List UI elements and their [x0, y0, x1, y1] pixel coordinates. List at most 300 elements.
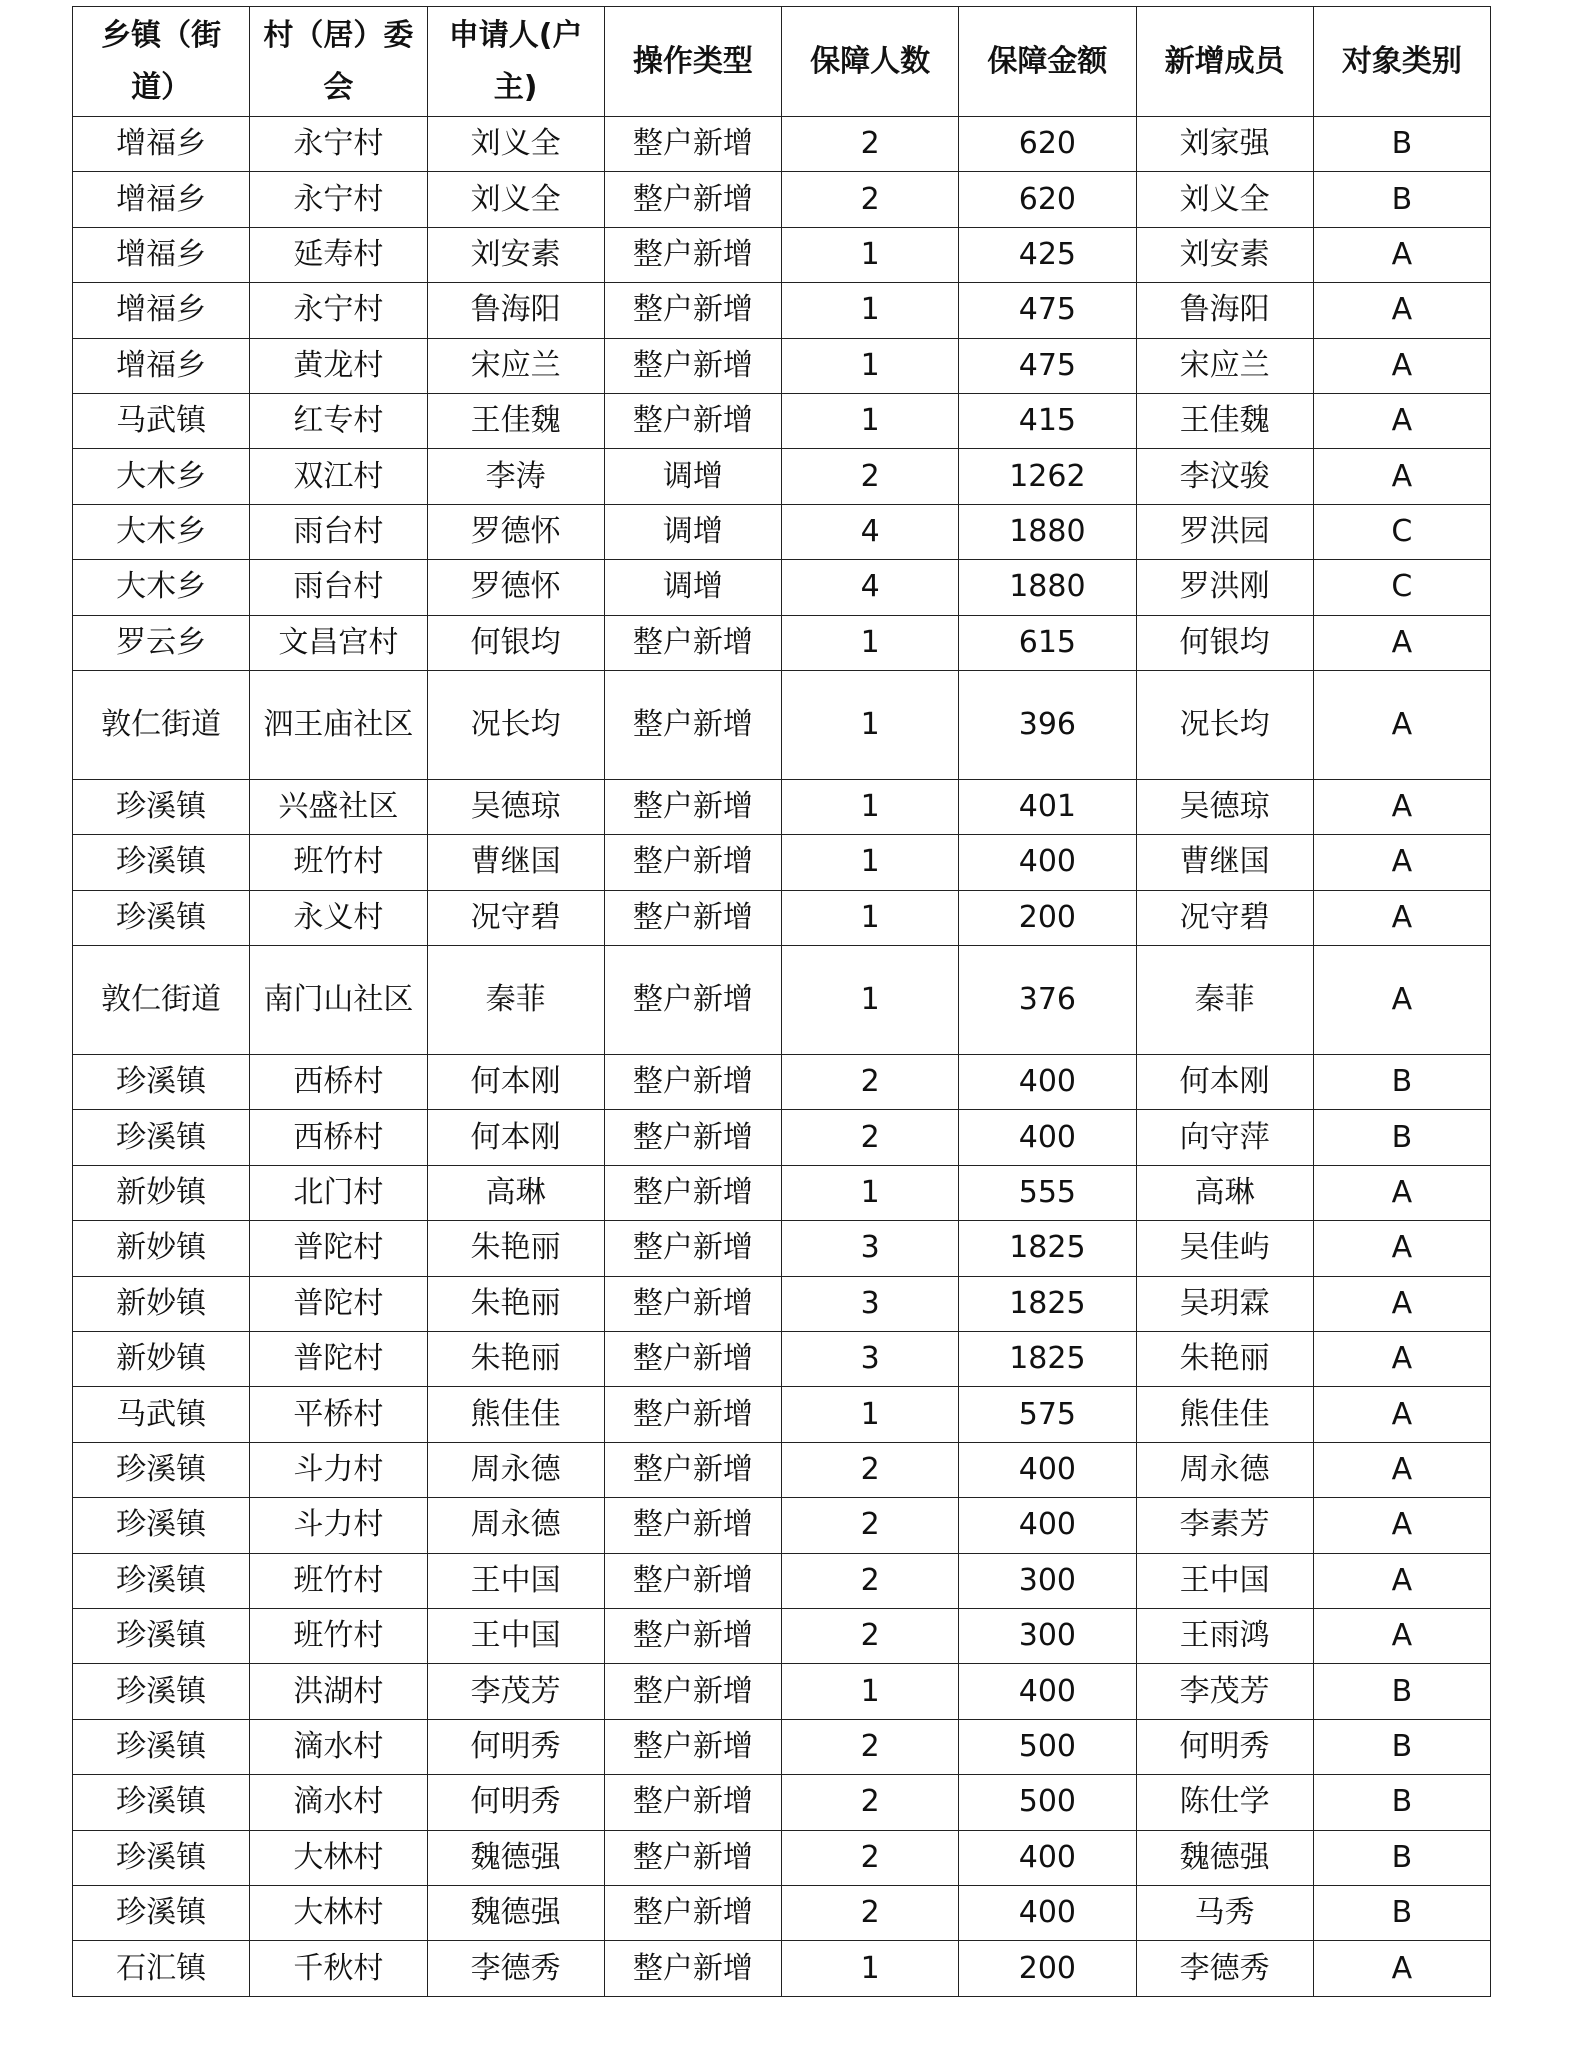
column-category-cell: A	[1313, 890, 1490, 945]
column-operation-cell: 整户新增	[604, 1664, 781, 1719]
table-row	[73, 1276, 1491, 1331]
table-row	[73, 1332, 1491, 1387]
column-persons-cell: 2	[782, 1830, 959, 1885]
column-applicant-cell: 魏德强	[427, 1830, 604, 1885]
column-village-cell: 普陀村	[250, 1276, 427, 1331]
column-category-cell: A	[1313, 1498, 1490, 1553]
column-amount-cell: 500	[959, 1719, 1136, 1774]
column-category-cell: A	[1313, 946, 1490, 1055]
column-new-member-cell: 曹继国	[1136, 835, 1313, 890]
column-persons-cell: 4	[782, 560, 959, 615]
column-applicant-cell: 李德秀	[427, 1941, 604, 1996]
column-operation-cell: 整户新增	[604, 1332, 781, 1387]
column-new-member-cell: 周永德	[1136, 1442, 1313, 1497]
column-persons-cell: 1	[782, 890, 959, 945]
column-village-cell: 雨台村	[250, 504, 427, 559]
column-amount-cell: 1880	[959, 560, 1136, 615]
column-operation-cell: 整户新增	[604, 1608, 781, 1663]
column-village-cell: 班竹村	[250, 1608, 427, 1663]
column-township-cell: 增福乡	[73, 117, 250, 172]
column-amount-cell: 620	[959, 172, 1136, 227]
table-row	[73, 1498, 1491, 1553]
column-category-cell: A	[1313, 283, 1490, 338]
column-village-cell: 雨台村	[250, 560, 427, 615]
column-new-member-cell: 马秀	[1136, 1885, 1313, 1940]
table-row	[73, 283, 1491, 338]
column-operation-header: 操作类型	[604, 7, 781, 117]
table-row	[73, 1221, 1491, 1276]
column-applicant-cell: 王中国	[427, 1553, 604, 1608]
column-persons-cell: 1	[782, 835, 959, 890]
column-persons-cell: 2	[782, 1775, 959, 1830]
column-persons-cell: 1	[782, 1165, 959, 1220]
table-row	[73, 1553, 1491, 1608]
table-row	[73, 1941, 1491, 1996]
column-new-member-cell: 魏德强	[1136, 1830, 1313, 1885]
column-applicant-cell: 李涛	[427, 449, 604, 504]
table-row	[73, 1608, 1491, 1663]
column-township-cell: 新妙镇	[73, 1332, 250, 1387]
column-category-cell: B	[1313, 1664, 1490, 1719]
column-village-cell: 斗力村	[250, 1442, 427, 1497]
table-row	[73, 1719, 1491, 1774]
column-persons-cell: 1	[782, 615, 959, 670]
column-persons-cell: 2	[782, 1498, 959, 1553]
column-category-cell: B	[1313, 1110, 1490, 1165]
column-category-cell: A	[1313, 1608, 1490, 1663]
column-village-cell: 红专村	[250, 393, 427, 448]
table-row	[73, 117, 1491, 172]
column-township-cell: 罗云乡	[73, 615, 250, 670]
column-township-cell: 马武镇	[73, 393, 250, 448]
column-township-cell: 珍溪镇	[73, 835, 250, 890]
column-persons-cell: 4	[782, 504, 959, 559]
column-new-member-cell: 李素芳	[1136, 1498, 1313, 1553]
column-operation-cell: 整户新增	[604, 1498, 781, 1553]
column-operation-cell: 调增	[604, 449, 781, 504]
column-category-cell: B	[1313, 172, 1490, 227]
column-amount-cell: 400	[959, 1055, 1136, 1110]
table-row	[73, 1387, 1491, 1442]
table-row	[73, 227, 1491, 282]
column-operation-cell: 整户新增	[604, 890, 781, 945]
column-operation-cell: 整户新增	[604, 1276, 781, 1331]
column-operation-cell: 整户新增	[604, 615, 781, 670]
column-village-cell: 永义村	[250, 890, 427, 945]
column-township-cell: 珍溪镇	[73, 1110, 250, 1165]
column-category-cell: A	[1313, 1165, 1490, 1220]
column-persons-cell: 2	[782, 117, 959, 172]
column-new-member-cell: 高琳	[1136, 1165, 1313, 1220]
column-operation-cell: 整户新增	[604, 1553, 781, 1608]
column-village-header: 村（居）委会	[250, 7, 427, 117]
column-operation-cell: 整户新增	[604, 1055, 781, 1110]
column-amount-cell: 300	[959, 1553, 1136, 1608]
column-new-member-cell: 李德秀	[1136, 1941, 1313, 1996]
table-row	[73, 560, 1491, 615]
column-category-cell: A	[1313, 835, 1490, 890]
column-persons-cell: 2	[782, 1553, 959, 1608]
column-amount-cell: 475	[959, 338, 1136, 393]
column-operation-cell: 调增	[604, 504, 781, 559]
column-new-member-cell: 何本刚	[1136, 1055, 1313, 1110]
column-amount-cell: 555	[959, 1165, 1136, 1220]
column-operation-cell: 整户新增	[604, 1775, 781, 1830]
column-amount-cell: 1825	[959, 1221, 1136, 1276]
column-amount-cell: 400	[959, 1830, 1136, 1885]
column-township-cell: 敦仁街道	[73, 946, 250, 1055]
column-category-cell: A	[1313, 779, 1490, 834]
column-village-cell: 西桥村	[250, 1110, 427, 1165]
column-new-member-cell: 罗洪园	[1136, 504, 1313, 559]
column-township-cell: 敦仁街道	[73, 670, 250, 779]
column-village-cell: 滴水村	[250, 1775, 427, 1830]
column-new-member-cell: 熊佳佳	[1136, 1387, 1313, 1442]
column-category-cell: B	[1313, 1719, 1490, 1774]
column-applicant-cell: 朱艳丽	[427, 1221, 604, 1276]
column-amount-cell: 401	[959, 779, 1136, 834]
column-amount-cell: 425	[959, 227, 1136, 282]
column-persons-cell: 1	[782, 227, 959, 282]
column-amount-cell: 1262	[959, 449, 1136, 504]
column-persons-cell: 1	[782, 338, 959, 393]
column-applicant-cell: 曹继国	[427, 835, 604, 890]
column-operation-cell: 整户新增	[604, 1719, 781, 1774]
column-category-cell: A	[1313, 449, 1490, 504]
column-amount-cell: 500	[959, 1775, 1136, 1830]
column-new-member-cell: 李汶骏	[1136, 449, 1313, 504]
column-new-member-cell: 吴玥霖	[1136, 1276, 1313, 1331]
column-category-cell: A	[1313, 227, 1490, 282]
column-category-cell: C	[1313, 560, 1490, 615]
column-applicant-cell: 刘安素	[427, 227, 604, 282]
column-new-member-cell: 吴德琼	[1136, 779, 1313, 834]
column-applicant-cell: 何本刚	[427, 1110, 604, 1165]
table-body	[73, 117, 1491, 1997]
column-new-member-cell: 王佳魏	[1136, 393, 1313, 448]
table-row	[73, 670, 1491, 779]
column-category-cell: B	[1313, 117, 1490, 172]
table-row	[73, 1165, 1491, 1220]
column-operation-cell: 整户新增	[604, 779, 781, 834]
column-village-cell: 大林村	[250, 1830, 427, 1885]
column-township-cell: 石汇镇	[73, 1941, 250, 1996]
column-operation-cell: 整户新增	[604, 670, 781, 779]
column-category-cell: A	[1313, 1442, 1490, 1497]
column-operation-cell: 整户新增	[604, 117, 781, 172]
column-new-member-cell: 何明秀	[1136, 1719, 1313, 1774]
column-village-cell: 北门村	[250, 1165, 427, 1220]
column-applicant-cell: 秦菲	[427, 946, 604, 1055]
column-applicant-cell: 刘义全	[427, 117, 604, 172]
column-persons-cell: 3	[782, 1221, 959, 1276]
column-village-cell: 双江村	[250, 449, 427, 504]
column-applicant-cell: 高琳	[427, 1165, 604, 1220]
column-category-cell: C	[1313, 504, 1490, 559]
table-row	[73, 1775, 1491, 1830]
column-amount-cell: 200	[959, 1941, 1136, 1996]
column-village-cell: 普陀村	[250, 1221, 427, 1276]
security-table	[72, 6, 1491, 1997]
column-persons-cell: 2	[782, 1055, 959, 1110]
column-village-cell: 泗王庙社区	[250, 670, 427, 779]
column-operation-cell: 整户新增	[604, 1885, 781, 1940]
column-operation-cell: 整户新增	[604, 283, 781, 338]
column-persons-cell: 3	[782, 1332, 959, 1387]
column-operation-cell: 整户新增	[604, 1221, 781, 1276]
table-row	[73, 1110, 1491, 1165]
column-persons-cell: 1	[782, 1664, 959, 1719]
column-applicant-cell: 鲁海阳	[427, 283, 604, 338]
column-amount-cell: 400	[959, 835, 1136, 890]
column-operation-cell: 整户新增	[604, 393, 781, 448]
column-applicant-cell: 李茂芳	[427, 1664, 604, 1719]
column-operation-cell: 整户新增	[604, 1830, 781, 1885]
column-category-cell: B	[1313, 1055, 1490, 1110]
column-new-member-cell: 王中国	[1136, 1553, 1313, 1608]
column-amount-cell: 300	[959, 1608, 1136, 1663]
column-village-cell: 班竹村	[250, 835, 427, 890]
column-persons-cell: 2	[782, 1885, 959, 1940]
column-township-cell: 珍溪镇	[73, 1553, 250, 1608]
column-applicant-cell: 吴德琼	[427, 779, 604, 834]
column-category-cell: B	[1313, 1830, 1490, 1885]
column-amount-cell: 400	[959, 1664, 1136, 1719]
column-amount-cell: 475	[959, 283, 1136, 338]
column-amount-cell: 415	[959, 393, 1136, 448]
column-applicant-header: 申请人(户主)	[427, 7, 604, 117]
table-row	[73, 1055, 1491, 1110]
column-township-cell: 增福乡	[73, 227, 250, 282]
column-township-cell: 珍溪镇	[73, 890, 250, 945]
column-township-header: 乡镇（街道）	[73, 7, 250, 117]
table-row	[73, 393, 1491, 448]
column-applicant-cell: 朱艳丽	[427, 1332, 604, 1387]
column-township-cell: 大木乡	[73, 504, 250, 559]
column-operation-cell: 整户新增	[604, 227, 781, 282]
table-row	[73, 1885, 1491, 1940]
column-applicant-cell: 周永德	[427, 1442, 604, 1497]
column-village-cell: 大林村	[250, 1885, 427, 1940]
column-township-cell: 珍溪镇	[73, 1719, 250, 1774]
table-row	[73, 946, 1491, 1055]
column-township-cell: 珍溪镇	[73, 1830, 250, 1885]
column-applicant-cell: 况长均	[427, 670, 604, 779]
column-new-member-header: 新增成员	[1136, 7, 1313, 117]
column-persons-cell: 1	[782, 283, 959, 338]
column-persons-cell: 1	[782, 393, 959, 448]
column-category-header: 对象类别	[1313, 7, 1490, 117]
column-applicant-cell: 况守碧	[427, 890, 604, 945]
column-township-cell: 新妙镇	[73, 1221, 250, 1276]
column-township-cell: 增福乡	[73, 338, 250, 393]
table-row	[73, 1830, 1491, 1885]
column-operation-cell: 整户新增	[604, 1165, 781, 1220]
column-operation-cell: 整户新增	[604, 172, 781, 227]
column-amount-cell: 400	[959, 1442, 1136, 1497]
column-amount-cell: 1825	[959, 1332, 1136, 1387]
column-applicant-cell: 周永德	[427, 1498, 604, 1553]
column-new-member-cell: 秦菲	[1136, 946, 1313, 1055]
column-persons-header: 保障人数	[782, 7, 959, 117]
column-category-cell: A	[1313, 670, 1490, 779]
column-category-cell: A	[1313, 1221, 1490, 1276]
column-applicant-cell: 王中国	[427, 1608, 604, 1663]
table-row	[73, 1664, 1491, 1719]
column-village-cell: 西桥村	[250, 1055, 427, 1110]
table-row	[73, 779, 1491, 834]
column-amount-cell: 1825	[959, 1276, 1136, 1331]
column-persons-cell: 3	[782, 1276, 959, 1331]
column-village-cell: 永宁村	[250, 283, 427, 338]
column-township-cell: 大木乡	[73, 560, 250, 615]
column-category-cell: A	[1313, 1941, 1490, 1996]
column-applicant-cell: 朱艳丽	[427, 1276, 604, 1331]
column-applicant-cell: 何明秀	[427, 1775, 604, 1830]
column-operation-cell: 调增	[604, 560, 781, 615]
column-category-cell: A	[1313, 338, 1490, 393]
column-persons-cell: 2	[782, 1608, 959, 1663]
column-applicant-cell: 宋应兰	[427, 338, 604, 393]
column-township-cell: 珍溪镇	[73, 1775, 250, 1830]
column-village-cell: 黄龙村	[250, 338, 427, 393]
column-village-cell: 南门山社区	[250, 946, 427, 1055]
column-applicant-cell: 罗德怀	[427, 560, 604, 615]
column-village-cell: 兴盛社区	[250, 779, 427, 834]
column-township-cell: 珍溪镇	[73, 1608, 250, 1663]
column-applicant-cell: 罗德怀	[427, 504, 604, 559]
column-new-member-cell: 刘安素	[1136, 227, 1313, 282]
column-new-member-cell: 刘义全	[1136, 172, 1313, 227]
column-applicant-cell: 何明秀	[427, 1719, 604, 1774]
table-row	[73, 449, 1491, 504]
column-persons-cell: 2	[782, 1719, 959, 1774]
column-village-cell: 斗力村	[250, 1498, 427, 1553]
column-amount-cell: 1880	[959, 504, 1136, 559]
column-amount-cell: 376	[959, 946, 1136, 1055]
column-new-member-cell: 陈仕学	[1136, 1775, 1313, 1830]
column-township-cell: 马武镇	[73, 1387, 250, 1442]
column-new-member-cell: 何银均	[1136, 615, 1313, 670]
column-category-cell: B	[1313, 1775, 1490, 1830]
column-applicant-cell: 熊佳佳	[427, 1387, 604, 1442]
column-village-cell: 永宁村	[250, 172, 427, 227]
column-amount-cell: 400	[959, 1110, 1136, 1165]
column-persons-cell: 1	[782, 1387, 959, 1442]
column-new-member-cell: 朱艳丽	[1136, 1332, 1313, 1387]
column-operation-cell: 整户新增	[604, 835, 781, 890]
column-township-cell: 新妙镇	[73, 1165, 250, 1220]
column-applicant-cell: 魏德强	[427, 1885, 604, 1940]
column-new-member-cell: 宋应兰	[1136, 338, 1313, 393]
column-village-cell: 班竹村	[250, 1553, 427, 1608]
header-row	[73, 7, 1491, 117]
column-new-member-cell: 鲁海阳	[1136, 283, 1313, 338]
column-operation-cell: 整户新增	[604, 338, 781, 393]
column-township-cell: 新妙镇	[73, 1276, 250, 1331]
column-persons-cell: 2	[782, 172, 959, 227]
column-persons-cell: 1	[782, 670, 959, 779]
column-amount-cell: 400	[959, 1885, 1136, 1940]
column-persons-cell: 2	[782, 1110, 959, 1165]
column-new-member-cell: 李茂芳	[1136, 1664, 1313, 1719]
table-row	[73, 172, 1491, 227]
table-row	[73, 890, 1491, 945]
column-persons-cell: 2	[782, 1442, 959, 1497]
column-township-cell: 增福乡	[73, 172, 250, 227]
table-header	[73, 7, 1491, 117]
column-operation-cell: 整户新增	[604, 1442, 781, 1497]
column-operation-cell: 整户新增	[604, 1941, 781, 1996]
column-new-member-cell: 向守萍	[1136, 1110, 1313, 1165]
column-township-cell: 珍溪镇	[73, 779, 250, 834]
column-operation-cell: 整户新增	[604, 1110, 781, 1165]
column-applicant-cell: 何本刚	[427, 1055, 604, 1110]
column-new-member-cell: 王雨鸿	[1136, 1608, 1313, 1663]
column-township-cell: 珍溪镇	[73, 1885, 250, 1940]
column-township-cell: 珍溪镇	[73, 1498, 250, 1553]
column-village-cell: 文昌宫村	[250, 615, 427, 670]
column-applicant-cell: 刘义全	[427, 172, 604, 227]
column-category-cell: B	[1313, 1885, 1490, 1940]
column-village-cell: 洪湖村	[250, 1664, 427, 1719]
column-amount-cell: 396	[959, 670, 1136, 779]
column-village-cell: 平桥村	[250, 1387, 427, 1442]
column-persons-cell: 1	[782, 779, 959, 834]
table-row	[73, 1442, 1491, 1497]
column-amount-cell: 400	[959, 1498, 1136, 1553]
column-amount-cell: 620	[959, 117, 1136, 172]
column-operation-cell: 整户新增	[604, 1387, 781, 1442]
column-amount-cell: 615	[959, 615, 1136, 670]
column-category-cell: A	[1313, 615, 1490, 670]
column-applicant-cell: 何银均	[427, 615, 604, 670]
column-category-cell: A	[1313, 1332, 1490, 1387]
column-village-cell: 延寿村	[250, 227, 427, 282]
column-amount-header: 保障金额	[959, 7, 1136, 117]
column-operation-cell: 整户新增	[604, 946, 781, 1055]
column-amount-cell: 575	[959, 1387, 1136, 1442]
column-category-cell: A	[1313, 1387, 1490, 1442]
table-row	[73, 615, 1491, 670]
column-township-cell: 珍溪镇	[73, 1664, 250, 1719]
column-applicant-cell: 王佳魏	[427, 393, 604, 448]
column-category-cell: A	[1313, 1276, 1490, 1331]
column-new-member-cell: 罗洪刚	[1136, 560, 1313, 615]
column-amount-cell: 200	[959, 890, 1136, 945]
column-village-cell: 千秋村	[250, 1941, 427, 1996]
table-row	[73, 835, 1491, 890]
column-category-cell: A	[1313, 1553, 1490, 1608]
table-row	[73, 338, 1491, 393]
column-township-cell: 珍溪镇	[73, 1442, 250, 1497]
column-township-cell: 增福乡	[73, 283, 250, 338]
column-township-cell: 大木乡	[73, 449, 250, 504]
column-persons-cell: 1	[782, 946, 959, 1055]
table-row	[73, 504, 1491, 559]
column-persons-cell: 1	[782, 1941, 959, 1996]
column-village-cell: 普陀村	[250, 1332, 427, 1387]
column-township-cell: 珍溪镇	[73, 1055, 250, 1110]
column-new-member-cell: 吴佳屿	[1136, 1221, 1313, 1276]
column-new-member-cell: 况长均	[1136, 670, 1313, 779]
column-village-cell: 永宁村	[250, 117, 427, 172]
column-new-member-cell: 刘家强	[1136, 117, 1313, 172]
column-new-member-cell: 况守碧	[1136, 890, 1313, 945]
column-village-cell: 滴水村	[250, 1719, 427, 1774]
column-persons-cell: 2	[782, 449, 959, 504]
column-category-cell: A	[1313, 393, 1490, 448]
